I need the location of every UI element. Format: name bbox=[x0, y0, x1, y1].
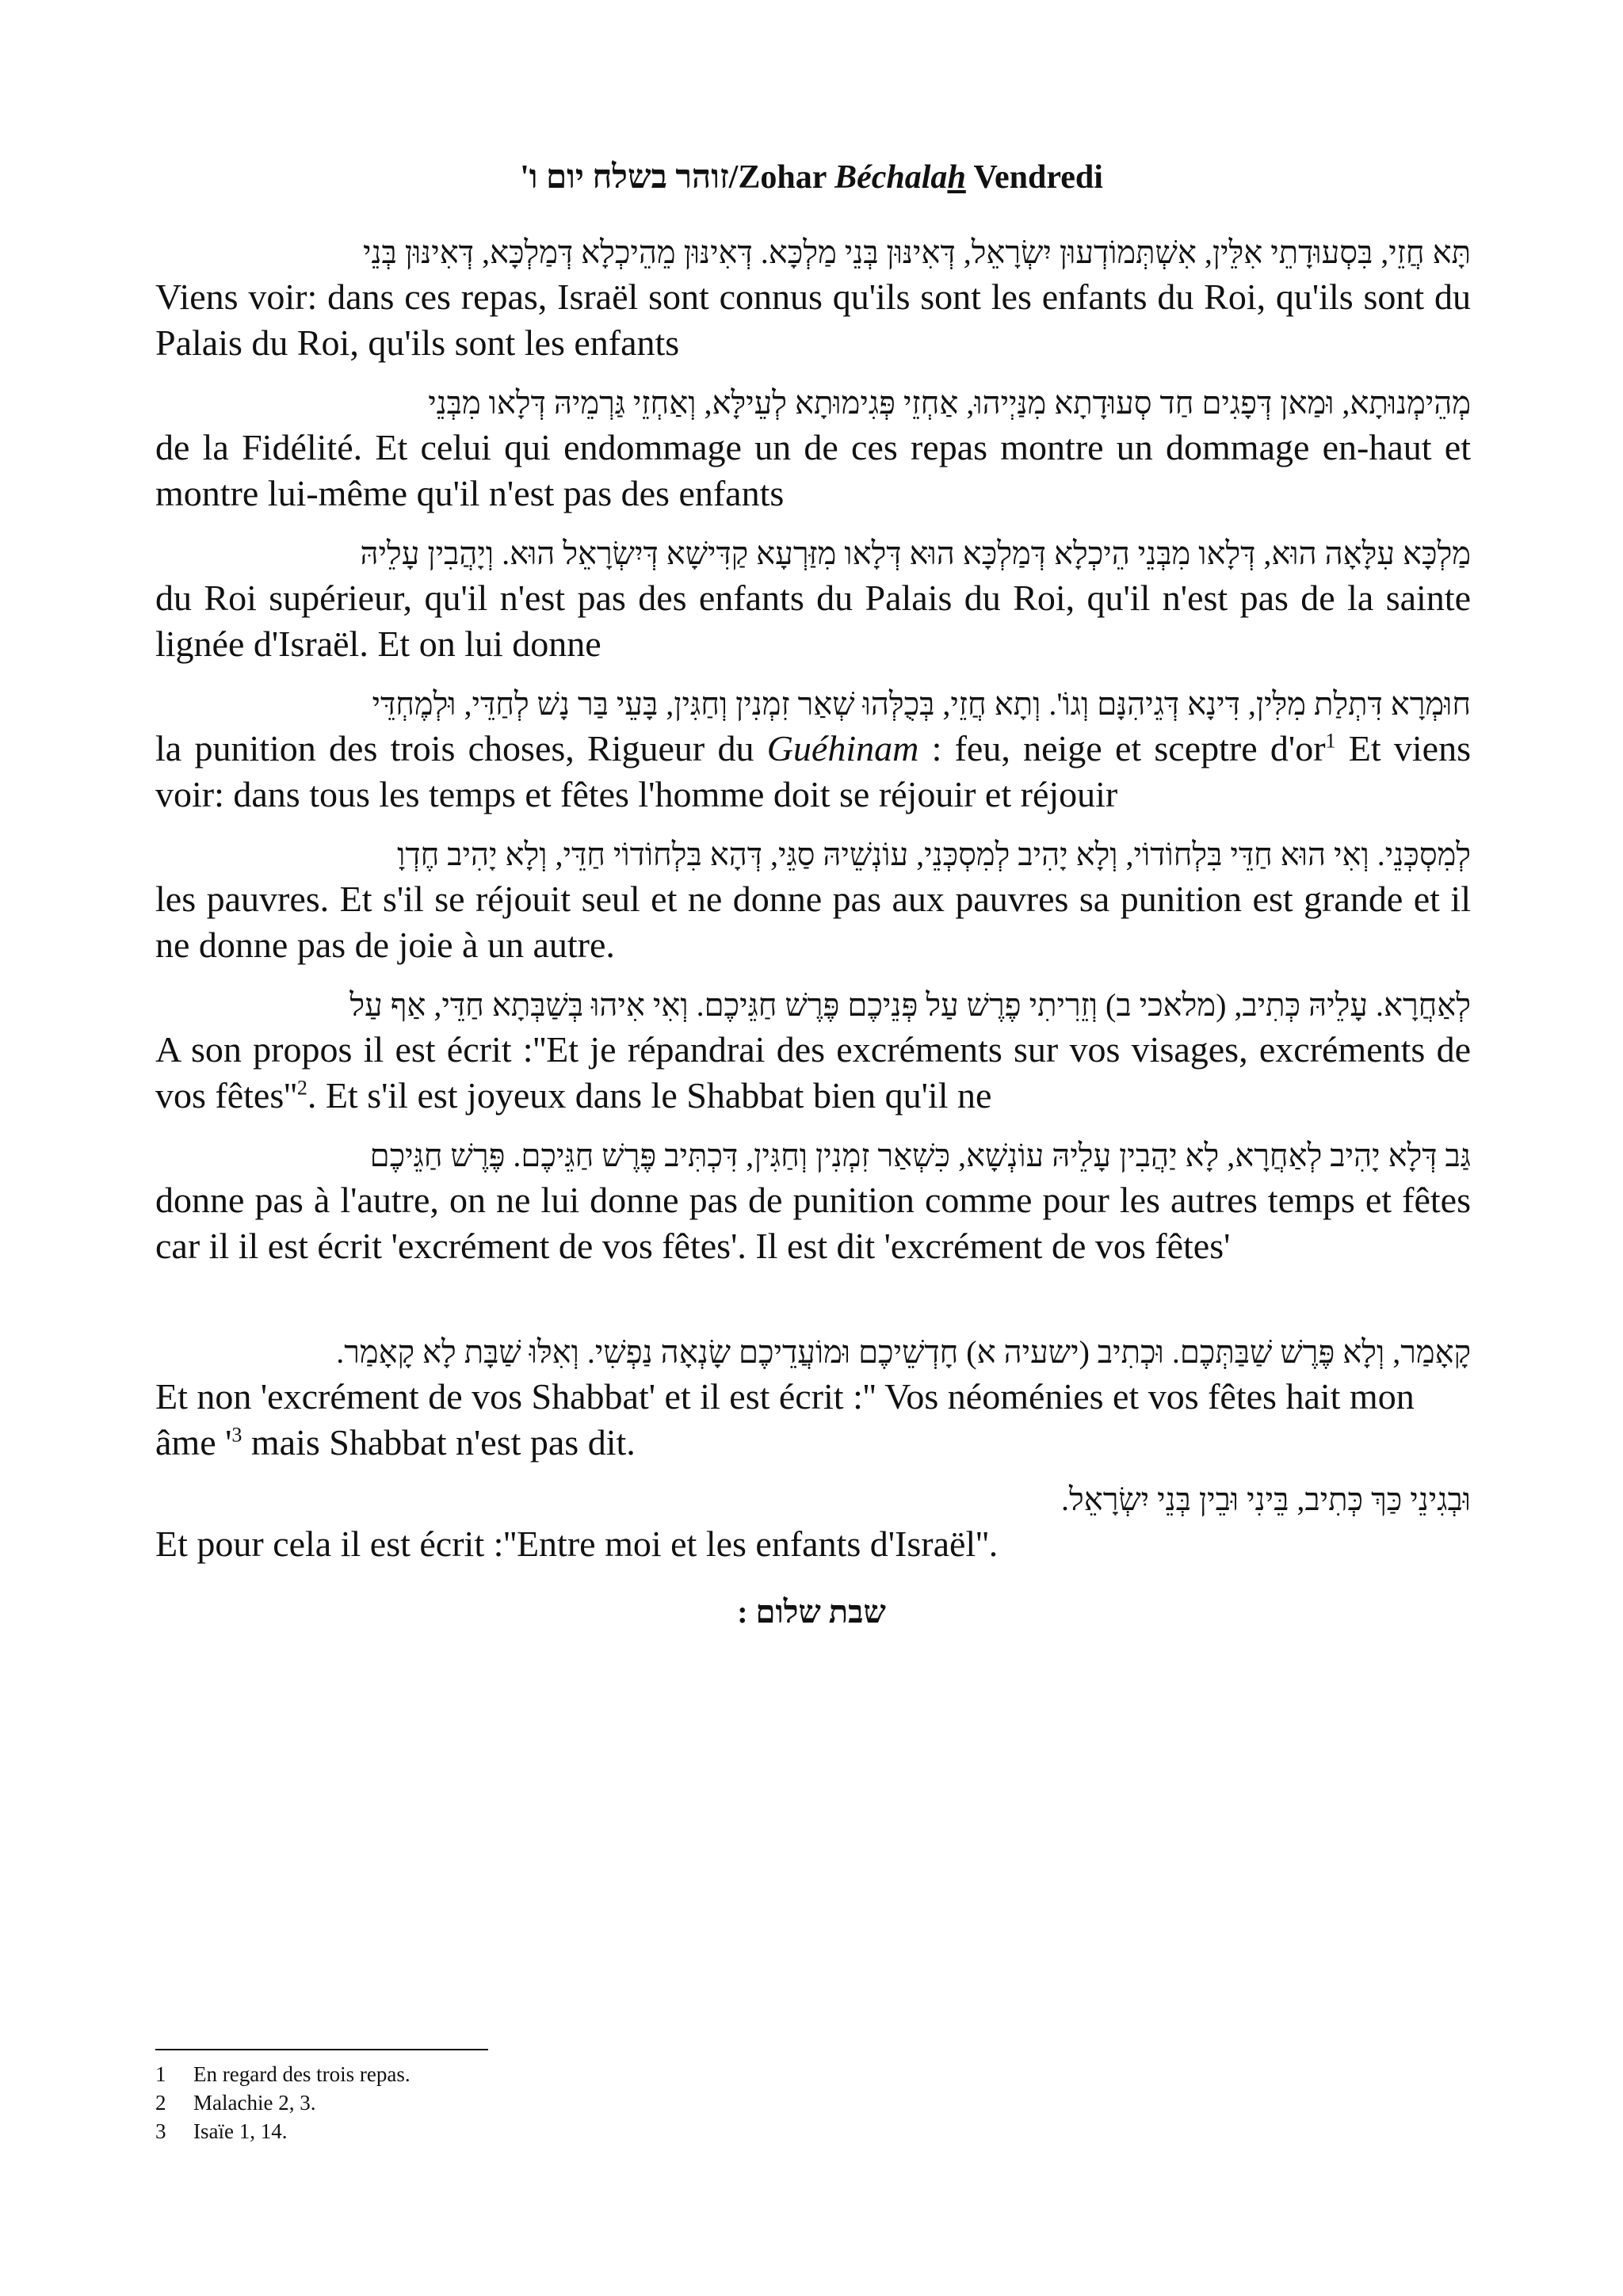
footnote-ref-1: 1 bbox=[1325, 729, 1336, 753]
footnote-number: 3 bbox=[155, 2119, 166, 2143]
hebrew-text: חוּמְרָא דִּתְלַת מִלִּין, דִּינָא דְּגֵיהִנָּם וְגוֹ'. וְתָא חֲזֵי, בְּכֻלְּהוּ שְׁאַר זִמְנִין וְחַגִּין, בָּעֵי בַּר נָשׁ לְחַדֵּי, וּלְמֶחְדֵּי bbox=[372, 686, 1471, 722]
footnote-2 bbox=[155, 2088, 869, 2117]
footnote-number: 2 bbox=[155, 2091, 166, 2115]
french-italic: Guéhinam bbox=[766, 728, 919, 769]
french-text: . Et s'il est joyeux dans le Shabbat bien qu'il ne bbox=[307, 1075, 992, 1116]
french-translation: donne pas à l'autre, on ne lui donne pas de punition comme pour les autres temps et fêtes car il il est écrit 'excrément de vos fêtes'. Il est dit 'excrément de vos fêtes' bbox=[155, 1180, 1471, 1266]
footnote-number: 1 bbox=[155, 2062, 166, 2086]
paragraph-2 bbox=[155, 382, 1471, 517]
french-translation: de la Fidélité. Et celui qui endommage un de ces repas montre un dommage en-haut et montre lui-même qu'il n'est pas des enfants bbox=[155, 427, 1471, 513]
french-translation: du Roi supérieur, qu'il n'est pas des enfants du Palais du Roi, qu'il n'est pas de la sainte lignée d'Israël. Et on lui donne bbox=[155, 578, 1471, 664]
title-underlined: h bbox=[947, 159, 966, 196]
footnote-text: Isaïe 1, 14. bbox=[193, 2119, 288, 2143]
title-italic: Béchala bbox=[834, 159, 948, 196]
footnote-text: En regard des trois repas. bbox=[193, 2062, 411, 2086]
french-text: A son propos il est écrit :''Et je répandrai des excréments sur vos visages, excréments de vos fêtes'' bbox=[155, 1029, 1471, 1116]
french-text: : feu, neige et sceptre d'or bbox=[918, 728, 1326, 769]
footnote-ref-2: 2 bbox=[296, 1076, 307, 1100]
hebrew-text: לְאַחֲרָא. עָלֵיהּ כְּתִיב, (מלאכי ב) וְזֵרִיתִי פֶרֶשׁ עַל פְּנֵיכֶם פֶּרֶשׁ חַגֵּיכֶם. וְאִי אִיהוּ בְּשַׁבְּתָא חַדֵּי, אַף עַל bbox=[349, 987, 1471, 1023]
footnote-text: Malachie 2, 3. bbox=[193, 2091, 316, 2115]
paragraph-7 bbox=[155, 1135, 1471, 1269]
title-separator: / bbox=[728, 159, 739, 196]
paragraph-1 bbox=[155, 231, 1471, 366]
hebrew-text: מַלְכָּא עִלָּאָה הוּא, דְּלָאו מִבְּנֵי הֵיכְלָא דְּמַלְכָּא הוּא דְּלָאו מִזַּרְעָא קַדִּישָׁא דְּיִשְׂרָאֵל הוּא. וְיָהֲבִין עָלֵיהּ bbox=[360, 536, 1471, 571]
hebrew-text: קָאָמַר, וְלָא פֶּרֶשׁ שַׁבַּתְּכֶם. וּכְתִיב (ישעיה א) חָדְשֵׁיכֶם וּמוֹעֲדֵיכֶם שָׂנְאָה נַפְשִׁי. וְאִלּוּ שַׁבָּת לָא קָאָמַר. bbox=[336, 1334, 1471, 1370]
french-translation bbox=[155, 726, 1471, 818]
paragraph-9 bbox=[155, 1478, 1471, 1567]
title-prefix: Zohar bbox=[738, 159, 835, 196]
closing-greeting: שבת שלום : bbox=[737, 1594, 886, 1630]
french-translation bbox=[155, 1027, 1471, 1119]
title-hebrew: זוהר בשלח יום ו' bbox=[520, 159, 729, 196]
french-translation: Viens voir: dans ces repas, Israël sont connus qu'ils sont les enfants du Roi, qu'ils sont du Palais du Roi, qu'ils sont les enfants bbox=[155, 277, 1471, 363]
hebrew-text: וּבְגִינֵי כַּךְ כְּתִיב, בֵּינִי וּבֵין בְּנֵי יִשְׂרָאֵל. bbox=[1060, 1482, 1471, 1517]
paragraph-3 bbox=[155, 532, 1471, 667]
paragraph-6 bbox=[155, 984, 1471, 1119]
paragraph-5 bbox=[155, 833, 1471, 968]
footnote-1 bbox=[155, 2060, 869, 2088]
french-text: mais Shabbat n'est pas dit. bbox=[242, 1422, 636, 1463]
french-translation: Et pour cela il est écrit :''Entre moi et les enfants d'Israël''. bbox=[155, 1524, 999, 1564]
french-translation bbox=[155, 1374, 1471, 1466]
french-text: la punition des trois choses, Rigueur du bbox=[155, 728, 767, 769]
hebrew-text: מְהֵימְנוּתָא, וּמַאן דְּפָגִים חַד סְעוּדָתָא מִנַּיְיהוּ, אַחְזֵי פְּגִימוּתָא לְעֵילָּא, וְאַחְזֵי גַּרְמֵיהּ דְּלָאו מִבְּנֵי bbox=[428, 385, 1471, 421]
paragraph-8 bbox=[155, 1331, 1471, 1466]
footnotes bbox=[155, 2060, 869, 2145]
french-text: Et viens voir: dans tous les temps et fêtes l'homme doit se réjouir et réjouir bbox=[155, 728, 1471, 814]
footnote-divider bbox=[155, 2049, 488, 2050]
french-text: Et non 'excrément de vos Shabbat' et il est écrit :'' Vos néoménies et vos fêtes hait mon âme ' bbox=[155, 1376, 1415, 1463]
footnote-ref-3: 3 bbox=[231, 1423, 242, 1447]
hebrew-text: גַּב דְּלָא יָהִיב לְאַחֲרָא, לָא יַהֲבִין עָלֵיהּ עוֹנְשָׁא, כִּשְׁאַר זִמְנִין וְחַגִּין, דִּכְתִּיב פֶּרֶשׁ חַגֵּיכֶם. פֶּרֶשׁ חַגֵּיכֶם bbox=[369, 1138, 1471, 1173]
footnote-3 bbox=[155, 2117, 869, 2145]
page-title bbox=[0, 155, 1623, 200]
hebrew-text: תָּא חֲזֵי, בִּסְעוּדָתֵי אִלֵּין, אִשְׁתְּמוֹדְעוּן יִשְׂרָאֵל, דְּאִינּוּן בְּנֵי מַלְכָּא. דְּאִינּוּן מֵהֵיכְלָא דְּמַלְכָּא, דְּאִינּוּן בְּנֵי bbox=[363, 235, 1471, 270]
hebrew-text: לְמִסְכְּנֵי. וְאִי הוּא חַדֵּי בִּלְחוֹדוֹי, וְלָא יָהִיב לְמִסְכְּנֵי, עוֹנְשֵׁיהּ סַגֵּי, דְּהָא בִּלְחוֹדוֹי חַדֵּי, וְלָא יָהִיב חֶדְוָ bbox=[397, 837, 1471, 872]
french-translation: les pauvres. Et s'il se réjouit seul et ne donne pas aux pauvres sa punition est grande et il ne donne pas de joie à un autre. bbox=[155, 879, 1471, 965]
title-suffix: Vendredi bbox=[965, 159, 1103, 196]
paragraph-4 bbox=[155, 683, 1471, 818]
